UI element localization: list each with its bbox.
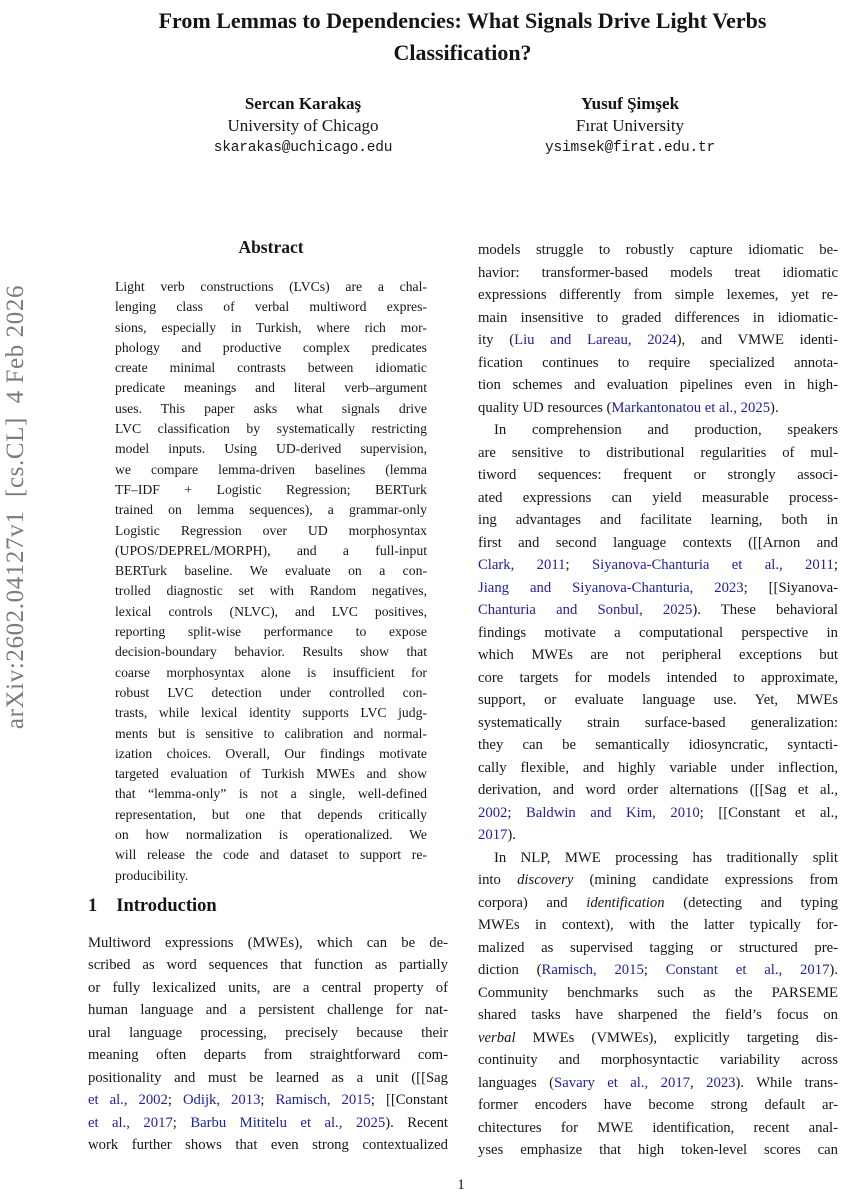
text-line: predicate meanings and literal verb–argument [115, 380, 427, 396]
text-line: model inputs. Using UD-derived supervision, [115, 441, 427, 457]
text-line: 2002; Baldwin and Kim, 2010; [[Constant et al., [478, 804, 838, 821]
author-affiliation: Fırat University [575, 116, 685, 135]
text-line: will release the code and dataset to support re- [115, 847, 427, 863]
text-line: on how normalization is operationalized. We [115, 827, 427, 843]
text-line: phology and productive complex predicates [115, 339, 427, 355]
text-line: languages (Savary et al., 2017, 2023). While trans- [478, 1074, 838, 1091]
citation-link[interactable]: Jiang and Siyanova-Chanturia, 2023 [478, 579, 744, 596]
citation-link[interactable]: Constant et al., 2017 [665, 962, 830, 978]
citation-link[interactable]: Markantonatou et al., 2025 [611, 399, 771, 416]
text-line: which MWEs are not peripheral exceptions but [478, 647, 838, 663]
citation-link[interactable]: 2002 [478, 804, 508, 821]
text-line: positionality and must be learned as a unit ([[Sag [88, 1069, 448, 1086]
text-line: ural language processing, precisely because their [88, 1024, 448, 1041]
text-line: scribed as word sequences that function as partially [88, 957, 448, 974]
text-line: they can be semantically idiosyncratic, syntacti- [478, 737, 838, 753]
section-heading-introduction [88, 894, 448, 918]
author-email: skarakas@uchicago.edu [213, 140, 393, 156]
citation-link[interactable]: Clark, 2011 [478, 557, 566, 573]
text-line: meaning often departs from straightforward com- [88, 1047, 448, 1064]
text-line: BERTurk baseline. We evaluate on a con- [115, 563, 427, 579]
text-line: lenging class of verbal multiword expres- [115, 299, 427, 315]
page-number: 1 [457, 1177, 465, 1193]
text-line: we compare lemma-driven baselines (lemma [115, 461, 427, 477]
text-line: main insensitive to graded differences in idiomatic- [478, 309, 838, 326]
italic-text: verbal [478, 1029, 516, 1046]
author-block-2 [480, 92, 780, 159]
text-line: yses emphasize that high token-level scores can [478, 1142, 838, 1158]
paragraph [478, 847, 838, 1162]
section-number: 1 [88, 895, 98, 916]
text-line: derivation, and word order alternations ([[Sag et al., [478, 782, 838, 798]
citation-link[interactable]: Odijk, 2013 [182, 1092, 261, 1109]
paragraph [88, 932, 448, 1157]
citation-link[interactable]: Savary et al., 2017 [554, 1074, 691, 1091]
text-line: Light verb constructions (LVCs) are a chal- [115, 279, 427, 294]
text-line: Multiword expressions (MWEs), which can be de- [88, 934, 448, 951]
citation-link[interactable]: Baldwin and Kim, 2010 [526, 804, 700, 821]
text-line: or fully lexicalized units, are a central property of [88, 979, 448, 996]
text-line: continuity and morphosyntactic variability across [478, 1052, 838, 1068]
text-line: are sensitive to distributional regularities of mul- [478, 444, 838, 461]
text-line: core targets for models intended to approximate, [478, 669, 838, 686]
abstract-heading: Abstract [238, 237, 304, 257]
text-line: MWEs in context), with the latter typically for- [478, 917, 838, 933]
right-column [478, 239, 838, 1162]
text-line: Community benchmarks such as the PARSEME [478, 984, 838, 1001]
paragraph [115, 277, 427, 886]
author-affiliation: University of Chicago [227, 116, 379, 135]
paper-title [90, 5, 835, 69]
text-line: trained on lemma sequences), a grammar-only [115, 502, 427, 518]
section-title: Introduction [116, 895, 217, 916]
author-block-1 [153, 92, 453, 159]
text-line: Clark, 2011; Siyanova-Chanturia et al., 2011; [478, 557, 838, 573]
left-column [88, 237, 448, 1156]
text-line: havior: transformer-based models treat idiomatic [478, 264, 838, 281]
text-line: LVC classification by systematically restricting [115, 421, 427, 437]
text-line: cally flexible, and highly variable under inflection, [478, 759, 838, 776]
italic-text: identification [586, 894, 665, 911]
text-line: trasts, while lexical identity supports LVC judg- [115, 705, 427, 721]
paper-title-line2: Classification? [393, 40, 532, 65]
text-line: trolled diagnostic set with Random negatives, [115, 583, 427, 599]
introduction-text-right [478, 239, 838, 1162]
text-line: targeted evaluation of Turkish MWEs and show [115, 766, 427, 782]
text-line: ity (Liu and Lareau, 2024), and VMWE identi- [478, 332, 838, 348]
text-line: fication continues to require specialized annota- [478, 354, 838, 371]
text-line: decision-boundary behavior. Results show that [115, 644, 427, 660]
text-line: systematically strain surface-based generalization: [478, 714, 838, 731]
text-line: first and second language contexts ([[Arnon and [478, 534, 838, 551]
text-line: malized as supervised tagging or structured pre- [478, 939, 838, 956]
text-line: representation, but one that depends critically [115, 806, 427, 822]
text-line: former encoders have become strong default ar- [478, 1097, 838, 1113]
citation-link[interactable]: et al., 2002 [88, 1092, 168, 1109]
introduction-text-left [88, 932, 448, 1157]
text-line: corpora) and identification (detecting and typing [478, 894, 838, 911]
text-line: verbal MWEs (VMWEs), explicitly targeting dis- [478, 1029, 838, 1046]
paragraph [478, 419, 838, 847]
text-line: chitectures for MWE identification, recent anal- [478, 1119, 838, 1136]
italic-text: discovery [517, 872, 574, 888]
text-line: work further shows that even strong contextualized [88, 1136, 448, 1153]
text-line: human language and a persistent challenge for nat- [88, 1002, 448, 1019]
citation-link[interactable]: Barbu Mititelu et al., 2025 [190, 1114, 386, 1131]
text-line: et al., 2017; Barbu Mititelu et al., 2025). Recent [88, 1114, 448, 1131]
author-email: ysimsek@firat.edu.tr [544, 140, 716, 156]
text-line: expressions differently from simple lexemes, yet re- [478, 287, 838, 303]
citation-link[interactable]: Siyanova-Chanturia et al., 2011 [591, 557, 834, 573]
text-line: create minimal contrasts between idiomatic [115, 360, 427, 376]
citation-link[interactable]: Ramisch, 2015 [541, 962, 644, 978]
text-line: Logistic Regression over UD morphosyntax [115, 522, 427, 538]
text-line: diction (Ramisch, 2015; Constant et al., 2017). [478, 962, 838, 978]
text-line: producibility. [115, 867, 189, 883]
citation-link[interactable]: Liu and Lareau, 2024 [514, 332, 677, 348]
text-line: ing advantages and facilitate learning, both in [478, 512, 838, 528]
text-line: ments but is sensitive to calibration and normal- [115, 725, 427, 741]
text-line: In NLP, MWE processing has traditionally split [494, 849, 838, 866]
text-line: tion schemes and evaluation pipelines even in high- [478, 377, 838, 393]
text-line: robust LVC detection under controlled con- [115, 684, 427, 700]
text-line: ated expressions can yield measurable process- [478, 489, 838, 506]
citation-link[interactable]: Chanturia and Sonbul, 2025 [478, 602, 693, 618]
text-line: et al., 2002; Odijk, 2013; Ramisch, 2015; [[Constant [88, 1092, 448, 1109]
text-line: support, or evaluate language use. Yet, MWEs [478, 692, 838, 708]
text-line: lexical controls (NLVC), and LVC positives, [115, 603, 427, 619]
text-line: TF–IDF + Logistic Regression; BERTurk [115, 481, 427, 497]
text-line: Chanturia and Sonbul, 2025). These behavioral [478, 602, 839, 618]
citation-link[interactable]: 2023 [706, 1074, 736, 1091]
text-line: sions, especially in Turkish, where rich mor- [115, 319, 427, 335]
paper-title-line1: From Lemmas to Dependencies: What Signals Drive Light Verbs [158, 8, 767, 33]
paragraph [478, 239, 838, 419]
text-line: tiword sequences: frequent or strongly associ- [478, 467, 838, 483]
text-line: into discovery (mining candidate expressions from [478, 872, 839, 888]
text-line: uses. This paper asks what signals drive [115, 400, 427, 416]
author-name: Yusuf Şimşek [580, 94, 680, 113]
text-line: In comprehension and production, speakers [494, 422, 838, 438]
abstract-body [115, 277, 427, 886]
text-line: that “lemma-only” is not a single, well-defined [115, 786, 427, 802]
text-line: findings motivate a computational perspective in [478, 624, 838, 641]
text-line: shared tasks have sharpened the field’s focus on [478, 1007, 838, 1023]
text-line: coarse morphosyntax alone is insufficient for [115, 664, 427, 680]
text-line: (UPOS/DEPREL/MORPH), and a full-input [115, 542, 427, 558]
text-line: ization choices. Overall, Our findings motivate [115, 745, 427, 761]
citation-link[interactable]: Ramisch, 2015 [275, 1092, 371, 1109]
citation-link[interactable]: 2017 [478, 827, 508, 843]
text-line: models struggle to robustly capture idiomatic be- [478, 242, 838, 258]
text-line: reporting split-wise performance to expose [115, 624, 427, 640]
author-name: Sercan Karakaş [244, 94, 362, 113]
citation-link[interactable]: et al., 2017 [88, 1114, 173, 1131]
arxiv-watermark: arXiv:2602.04127v1 [cs.CL] 4 Feb 2026 [2, 284, 29, 730]
text-line: 2017). [478, 827, 516, 843]
text-line: Jiang and Siyanova-Chanturia, 2023; [[Siyanova- [478, 579, 839, 596]
text-line: quality UD resources (Markantonatou et al., 2025). [478, 399, 779, 416]
